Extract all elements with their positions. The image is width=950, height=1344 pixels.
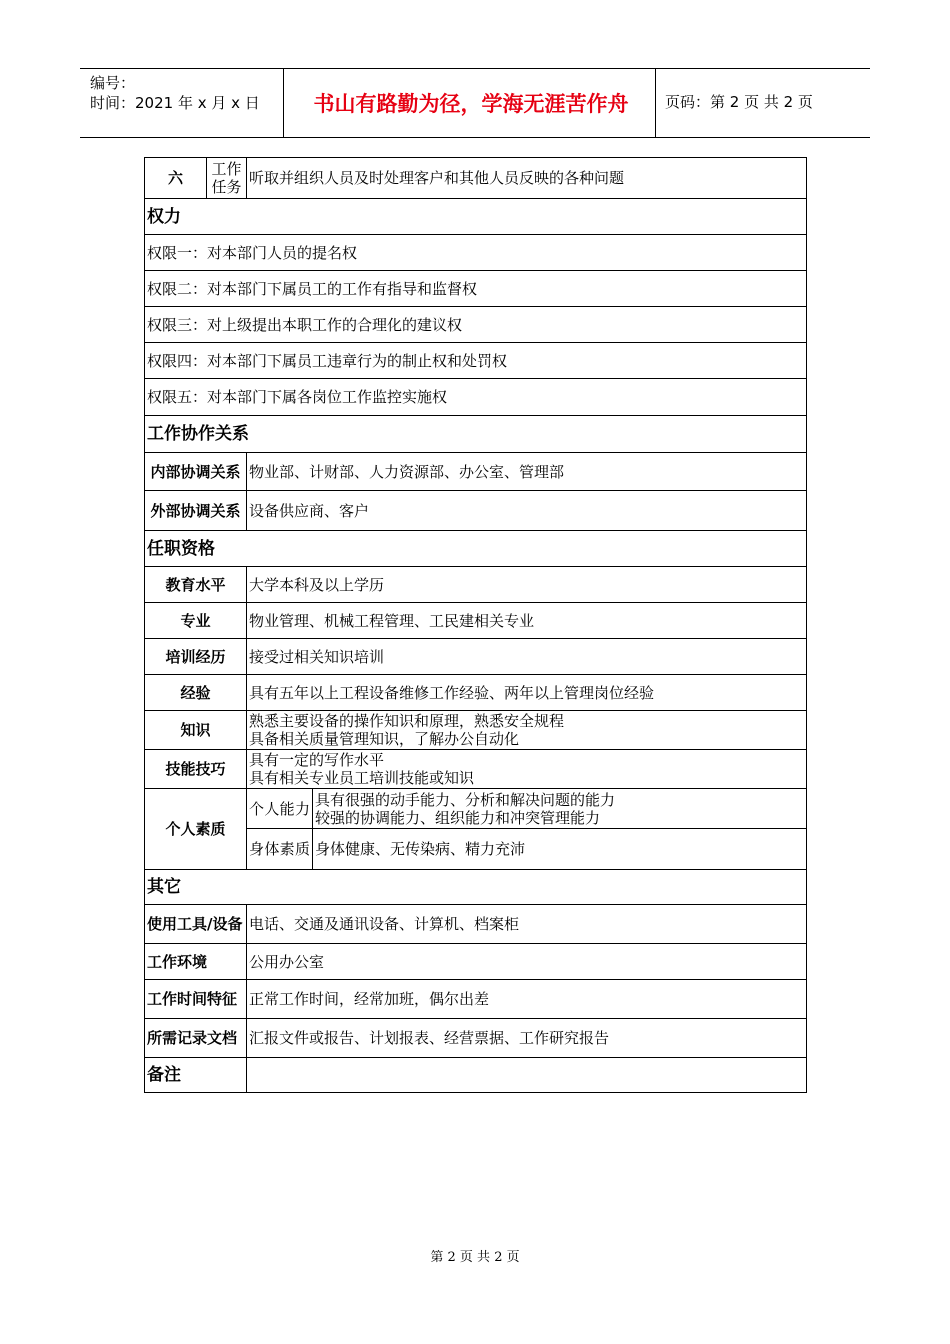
qual-row-knowledge bbox=[145, 711, 807, 750]
header-motto: 书山有路勤为径，学海无涯苦作舟 bbox=[313, 92, 629, 116]
power-row bbox=[145, 379, 807, 416]
skills-label: 技能技巧 bbox=[145, 750, 247, 789]
document-date: 时间：2021 年 x 月 x 日 bbox=[90, 94, 260, 112]
knowledge-label: 知识 bbox=[145, 711, 247, 750]
worktime-label: 工作时间特征 bbox=[145, 980, 247, 1019]
major-label: 专业 bbox=[145, 603, 247, 639]
other-row-environment bbox=[145, 944, 807, 980]
section-powers bbox=[145, 199, 807, 235]
power-item: 权限二：对本部门下属员工的工作有指导和监督权 bbox=[145, 271, 807, 307]
page-header bbox=[80, 68, 870, 138]
task-index: 六 bbox=[145, 158, 207, 199]
header-meta bbox=[90, 73, 260, 113]
power-row bbox=[145, 235, 807, 271]
other-row-tools bbox=[145, 905, 807, 944]
external-relation-label: 外部协调关系 bbox=[145, 491, 247, 531]
section-others bbox=[145, 870, 807, 905]
personal-quality-label: 个人素质 bbox=[145, 789, 247, 870]
job-description-table bbox=[144, 157, 807, 1093]
qual-row-ability bbox=[145, 789, 807, 829]
qual-row-major bbox=[145, 603, 807, 639]
qual-row-education bbox=[145, 567, 807, 603]
internal-relation-label: 内部协调关系 bbox=[145, 453, 247, 491]
internal-relation-value: 物业部、计财部、人力资源部、办公室、管理部 bbox=[247, 453, 807, 491]
remarks-title: 备注 bbox=[145, 1058, 247, 1093]
power-row bbox=[145, 307, 807, 343]
major-value: 物业管理、机械工程管理、工民建相关专业 bbox=[247, 603, 807, 639]
header-divider bbox=[283, 69, 284, 137]
task-label: 工作任务 bbox=[207, 158, 247, 199]
section-title: 任职资格 bbox=[145, 531, 807, 567]
power-item: 权限三：对上级提出本职工作的合理化的建议权 bbox=[145, 307, 807, 343]
other-row-documents bbox=[145, 1019, 807, 1058]
environment-label: 工作环境 bbox=[145, 944, 247, 980]
worktime-value: 正常工作时间，经常加班，偶尔出差 bbox=[247, 980, 807, 1019]
skills-value: 具有一定的写作水平 具有相关专业员工培训技能或知识 bbox=[247, 750, 807, 789]
section-title: 其它 bbox=[145, 870, 807, 905]
power-item: 权限一：对本部门人员的提名权 bbox=[145, 235, 807, 271]
experience-label: 经验 bbox=[145, 675, 247, 711]
tools-value: 电话、交通及通讯设备、计算机、档案柜 bbox=[247, 905, 807, 944]
experience-value: 具有五年以上工程设备维修工作经验、两年以上管理岗位经验 bbox=[247, 675, 807, 711]
header-divider bbox=[655, 69, 656, 137]
other-row-worktime bbox=[145, 980, 807, 1019]
header-page-info: 页码：第 2 页 共 2 页 bbox=[665, 93, 813, 111]
task-content: 听取并组织人员及时处理客户和其他人员反映的各种问题 bbox=[247, 158, 807, 199]
section-title: 权力 bbox=[145, 199, 807, 235]
power-row bbox=[145, 343, 807, 379]
ability-label: 个人能力 bbox=[249, 799, 310, 818]
remarks-value bbox=[247, 1058, 807, 1093]
documents-value: 汇报文件或报告、计划报表、经营票据、工作研究报告 bbox=[247, 1019, 807, 1058]
relation-row-internal bbox=[145, 453, 807, 491]
section-relations bbox=[145, 416, 807, 453]
relation-row-external bbox=[145, 491, 807, 531]
task-row bbox=[145, 158, 807, 199]
qual-row-skills bbox=[145, 750, 807, 789]
physical-value: 身体健康、无传染病、精力充沛 bbox=[313, 829, 807, 870]
physical-label-cell bbox=[247, 829, 313, 870]
education-label: 教育水平 bbox=[145, 567, 247, 603]
section-title: 工作协作关系 bbox=[145, 416, 807, 453]
document-number: 编号： bbox=[90, 74, 136, 92]
qual-row-training bbox=[145, 639, 807, 675]
page-footer: 第 2 页 共 2 页 bbox=[430, 1250, 520, 1265]
section-qualifications bbox=[145, 531, 807, 567]
tools-label: 使用工具/设备 bbox=[145, 905, 247, 944]
environment-value: 公用办公室 bbox=[247, 944, 807, 980]
ability-value: 具有很强的动手能力、分析和解决问题的能力 较强的协调能力、组织能力和冲突管理能力 bbox=[313, 789, 807, 829]
power-row bbox=[145, 271, 807, 307]
education-value: 大学本科及以上学历 bbox=[247, 567, 807, 603]
external-relation-value: 设备供应商、客户 bbox=[247, 491, 807, 531]
ability-label-cell bbox=[247, 789, 313, 829]
section-remarks bbox=[145, 1058, 807, 1093]
documents-label: 所需记录文档 bbox=[145, 1019, 247, 1058]
physical-label: 身体素质 bbox=[249, 840, 310, 858]
training-label: 培训经历 bbox=[145, 639, 247, 675]
qual-row-experience bbox=[145, 675, 807, 711]
knowledge-value: 熟悉主要设备的操作知识和原理，熟悉安全规程 具备相关质量管理知识，了解办公自动化 bbox=[247, 711, 807, 750]
power-item: 权限五：对本部门下属各岗位工作监控实施权 bbox=[145, 379, 807, 416]
power-item: 权限四：对本部门下属员工违章行为的制止权和处罚权 bbox=[145, 343, 807, 379]
training-value: 接受过相关知识培训 bbox=[247, 639, 807, 675]
